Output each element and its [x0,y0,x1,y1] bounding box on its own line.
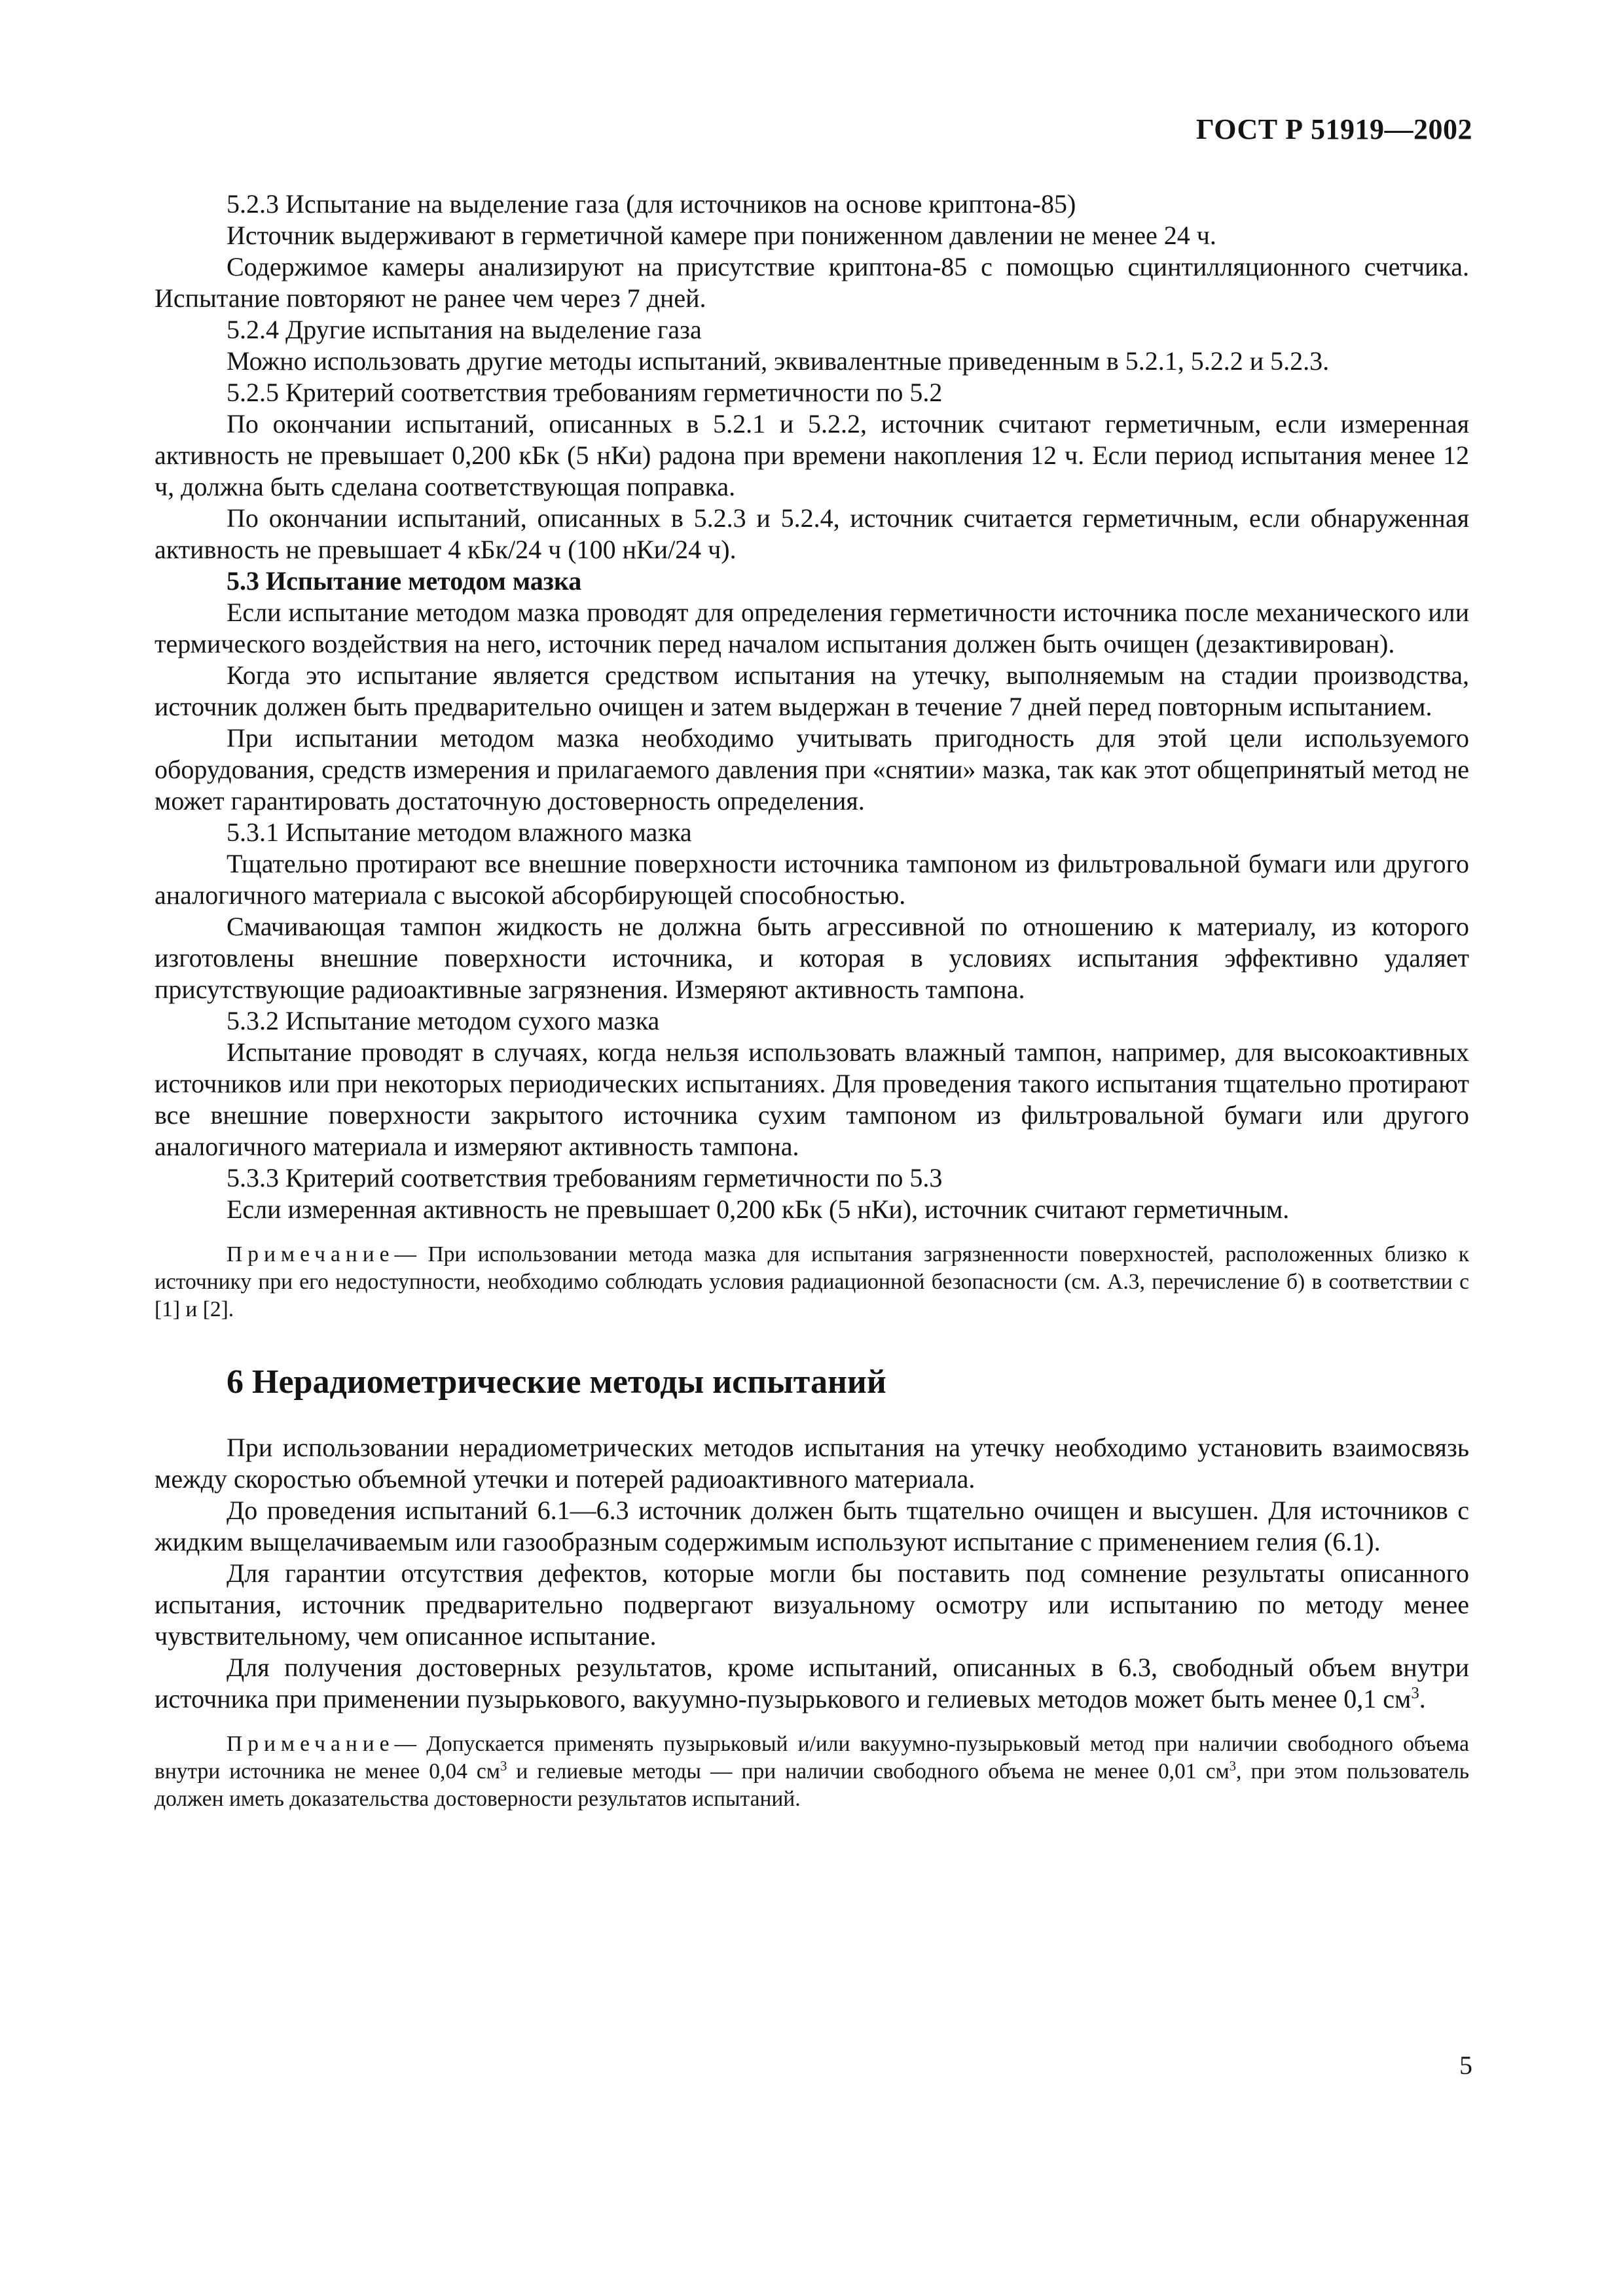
note-text: и гелиевые методы — при наличии свободного объема не менее 0,01 см [507,1759,1230,1784]
page-number: 5 [1459,2051,1472,2080]
paragraph: Если измеренная активность не превышает 0,200 кБк (5 нКи), источник считают герметичным. [227,1194,1290,1224]
superscript: 3 [1411,1684,1419,1702]
clause-5-3-heading: 5.3 Испытание методом мазка [227,566,582,596]
clause-5-2-5-heading: 5.2.5 Критерий соответствия требованиям герметичности по 5.2 [227,378,943,407]
paragraph: До проведения испытаний 6.1—6.3 источник должен быть тщательно очищен и высушен. Для источников с жидким выщелачиваемым или газообразным содержимым используют испытание с применением гелия (6.1). [155,1496,1469,1556]
paragraph: Источник выдерживают в герметичной камере при пониженном давлении не менее 24 ч. [227,221,1216,250]
paragraph: По окончании испытаний, описанных в 5.2.1 и 5.2.2, источник считают герметичным, если измеренная активность не превышает 0,200 кБк (5 нКи) радона при времени накопления 12 ч. Если период испытания менее 12 ч, должна быть сделана соответствующая поправка. [155,409,1469,501]
paragraph-end: . [1419,1684,1426,1713]
superscript: 3 [500,1758,507,1774]
paragraph: Смачивающая тампон жидкость не должна быть агрессивной по отношению к материалу, из которого изготовлены внешние поверхности источника, и которая в условиях испытания эффективно удаляет присутствующие радиоактивные загрязнения. Измеряют активность тампона. [155,912,1469,1004]
standard-header: ГОСТ Р 51919—2002 [1195,113,1472,145]
paragraph: Можно использовать другие методы испытаний, эквивалентные приведенным в 5.2.1, 5.2.2 и 5.2.3. [227,346,1330,376]
note-label: Примечание [227,1242,395,1266]
paragraph: Когда это испытание является средством испытания на утечку, выполняемым на стадии производства, источник должен быть предварительно очищен и затем выдержан в течение 7 дней перед повторным испытанием. [155,660,1469,721]
note-text: — При использовании метода мазка для испытания загрязненности поверхностей, расположенных близко к источнику при его недоступности, необходимо соблюдать условия радиационной безопасности (см. А.3, перечисление б) в соответствии с [1] и [2]. [155,1242,1469,1321]
clause-5-3-3-heading: 5.3.3 Критерий соответствия требованиям герметичности по 5.3 [227,1163,943,1193]
paragraph: При испытании методом мазка необходимо учитывать пригодность для этой цели используемого оборудования, средств измерения и прилагаемого давления при «снятии» мазка, так как этот общепринятый метод не может гарантировать достаточную достоверность определения. [155,723,1469,816]
clause-5-2-3-heading: 5.2.3 Испытание на выделение газа (для источников на основе криптона-85) [227,189,1076,219]
clause-5-3-2-heading: 5.3.2 Испытание методом сухого мазка [227,1006,660,1035]
note-text: , при этом пользователь должен иметь доказательства достоверности результатов испытаний. [155,1759,1469,1811]
note-1 [155,1241,1469,1323]
superscript: 3 [1229,1758,1237,1774]
paragraph: Для гарантии отсутствия дефектов, которые могли бы поставить под сомнение результаты описанного испытания, источник предварительно подвергают визуальному осмотру или испытанию по методу менее чувствительному, чем описанное испытание. [155,1558,1469,1651]
note-label: Примечание [227,1732,395,1756]
paragraph: Испытание проводят в случаях, когда нельзя использовать влажный тампон, например, для высокоактивных источников или при некоторых периодических испытаниях. Для проведения такого испытания тщательно протирают все внешние поверхности закрытого источника сухим тампоном из фильтровальной бумаги или другого аналогичного материала и измеряют активность тампона. [155,1037,1469,1161]
clause-5-3-1-heading: 5.3.1 Испытание методом влажного мазка [227,817,692,847]
note-text: — Допускается применять пузырьковый и/или вакуумно-пузырьковый метод при наличии свободного объема внутри источника не менее 0,04 см [155,1732,1469,1784]
paragraph: Содержимое камеры анализируют на присутствие криптона-85 с помощью сцинтилляционного счетчика. Испытание повторяют не ранее чем через 7 дней. [155,252,1469,313]
paragraph [155,1652,1469,1715]
paragraph: Тщательно протирают все внешние поверхности источника тампоном из фильтровальной бумаги или другого аналогичного материала с высокой абсорбирующей способностью. [155,849,1469,910]
paragraph: При использовании нерадиометрических методов испытания на утечку необходимо установить взаимосвязь между скоростью объемной утечки и потерей радиоактивного материала. [155,1433,1469,1494]
section-6-title: 6 Нерадиометрические методы испытаний [227,1363,886,1401]
paragraph-text: Для получения достоверных результатов, кроме испытаний, описанных в 6.3, свободный объем внутри источника при применении пузырькового, вакуумно-пузырькового и гелиевых методов может быть менее 0,1 см [155,1653,1469,1713]
paragraph: По окончании испытаний, описанных в 5.2.3 и 5.2.4, источник считается герметичным, если обнаруженная активность не превышает 4 кБк/24 ч (100 нКи/24 ч). [155,503,1469,564]
clause-5-2-4-heading: 5.2.4 Другие испытания на выделение газа [227,315,702,344]
paragraph: Если испытание методом мазка проводят для определения герметичности источника после механического или термического воздействия на него, источник перед началом испытания должен быть очищен (дезактивирован). [155,598,1469,658]
document-body [155,188,1469,1813]
note-2 [155,1731,1469,1813]
